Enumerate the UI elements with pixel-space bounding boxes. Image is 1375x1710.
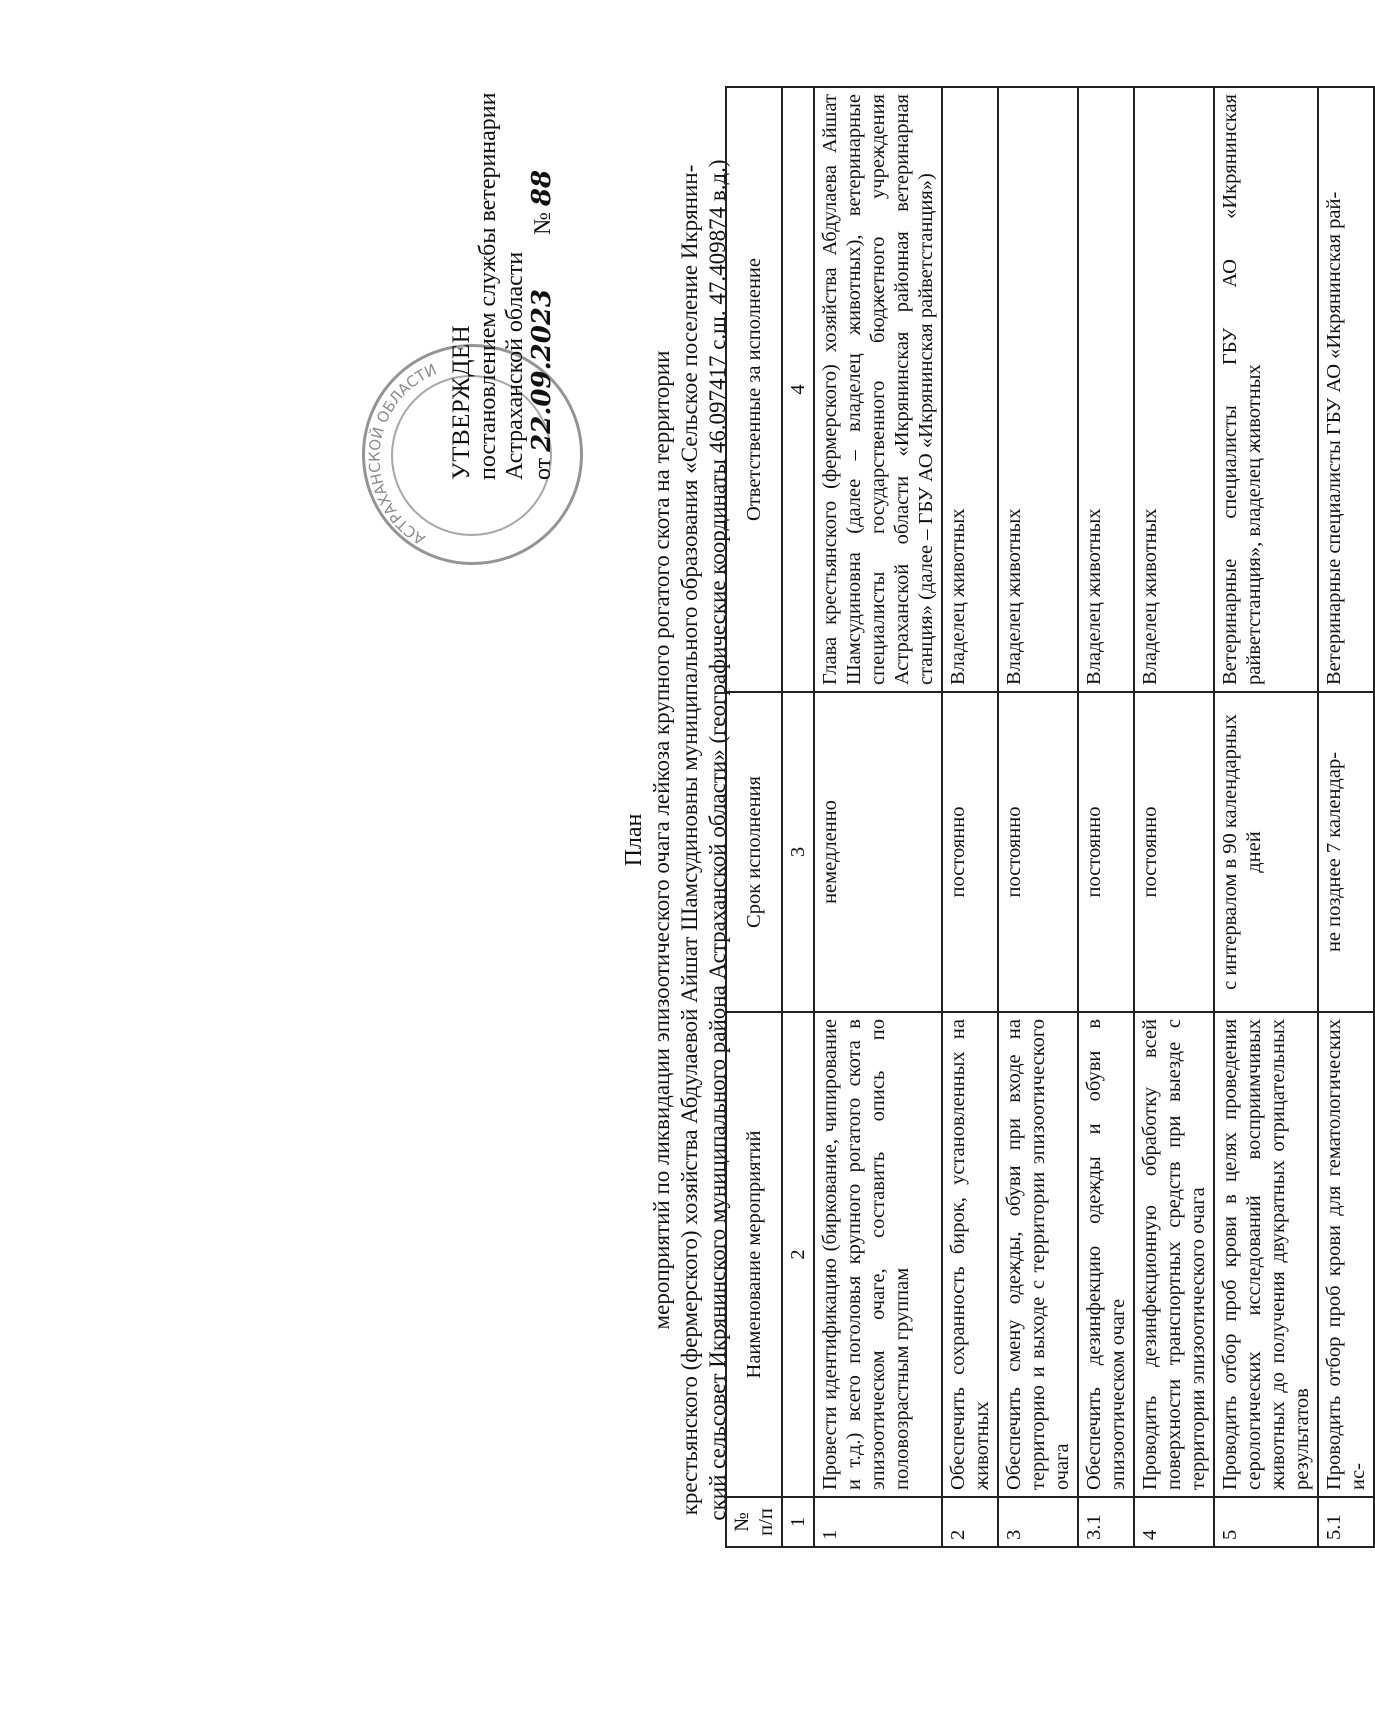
header-num: № п/п — [726, 1497, 782, 1547]
table-row — [814, 87, 942, 1547]
measures-table — [725, 86, 1375, 1548]
approval-date-line — [529, 50, 557, 480]
row-num: 4 — [1134, 1497, 1214, 1547]
row-term: постоянно — [942, 692, 998, 1012]
approval-number: 88 — [527, 169, 557, 207]
approval-line-1: постановлением службы ветеринарии — [475, 92, 501, 480]
document-page — [320, 40, 1369, 1640]
column-number: 2 — [782, 1012, 814, 1497]
column-number: 4 — [782, 87, 814, 692]
row-responsible: Владелец животных — [1134, 87, 1214, 692]
table-row — [942, 87, 998, 1547]
column-number: 3 — [782, 692, 814, 1012]
row-num: 3.1 — [1078, 1497, 1134, 1547]
row-responsible: Ветеринарные специалисты ГБУ АО «Икрянинская райветстанция», владелец животных — [1214, 87, 1318, 692]
row-term: постоянно — [1078, 692, 1134, 1012]
table-row — [1318, 87, 1374, 1547]
row-term: немедленно — [814, 692, 942, 1012]
table-row — [1134, 87, 1214, 1547]
approval-line-2: Астраханской области — [502, 251, 528, 480]
approval-number-label: № — [530, 212, 556, 235]
row-action: Проводить дезинфекционную обработку всей поверхности транспортных средств при выезде с территории эпизоотического очага — [1134, 1012, 1214, 1497]
row-responsible: Владелец животных — [1078, 87, 1134, 692]
row-responsible: Глава крестьянского (фермерского) хозяйства Абдулаева Айшат Шамсудиновна (далее – владелец животных), ветеринарные специалисты государственного бюджетного учреждения Астраханской области «Икрянинская районная ветеринарная станция» (далее – ГБУ АО «Икрянинская райветстанция») — [814, 87, 942, 692]
row-responsible: Владелец животных — [998, 87, 1078, 692]
table-header-row — [726, 87, 782, 1547]
svg-text:АСТРАХАНСКОЙ ОБЛАСТИ: АСТРАХАНСКОЙ ОБЛАСТИ — [365, 360, 440, 549]
row-action: Проводить отбор проб крови для гематологических ис- — [1318, 1012, 1374, 1497]
row-term: не позднее 7 календар- — [1318, 692, 1374, 1012]
row-responsible: Ветеринарные специалисты ГБУ АО «Икрянинская рай- — [1318, 87, 1374, 692]
table-row — [1214, 87, 1318, 1547]
title-plan: План — [621, 813, 647, 867]
row-term: с интервалом в 90 календарных дней — [1214, 692, 1318, 1012]
title-line-3: крестьянского (фермерского) хозяйства Абдулаевой Айшат Шамсудиновны муниципального образования «Сельское поселение Икрянин- — [677, 164, 702, 1516]
header-term: Срок исполнения — [726, 692, 782, 1012]
table-row — [1078, 87, 1134, 1547]
table-row — [998, 87, 1078, 1547]
row-responsible: Владелец животных — [942, 87, 998, 692]
row-num: 1 — [814, 1497, 942, 1547]
approval-heading: УТВЕРЖДЕН — [448, 324, 475, 480]
header-responsible: Ответственные за исполнение — [726, 87, 782, 692]
approval-from-label: от — [530, 457, 556, 480]
title-line-2: мероприятий по ликвидации эпизоотического очага лейкоза крупного рогатого скота на территории — [649, 350, 674, 1330]
row-action: Провести идентификацию (биркование, чипирование и т.д.) всего поголовья крупного рогатого скота в эпизоотическом очаге, составить опись по половозрастным группам — [814, 1012, 942, 1497]
row-action: Обеспечить сохранность бирок, установленных на животных — [942, 1012, 998, 1497]
row-action: Обеспечить смену одежды, обуви при входе на территорию и выходе с территории эпизоотического очага — [998, 1012, 1078, 1497]
column-number: 1 — [782, 1497, 814, 1547]
document-title — [620, 40, 732, 1640]
column-number-row — [782, 87, 814, 1547]
approval-block — [448, 50, 557, 480]
row-num: 5.1 — [1318, 1497, 1374, 1547]
row-num: 3 — [998, 1497, 1078, 1547]
row-term: постоянно — [1134, 692, 1214, 1012]
row-action: Проводить отбор проб крови в целях проведения серологических исследований восприимчивых животных до получения двукратных отрицательных результатов — [1214, 1012, 1318, 1497]
title-line-4: ский сельсовет Икрянинского муниципального района Астраханской области» (географические координаты 46.097417 с.ш. 47.409874 в.д.) — [705, 159, 730, 1521]
row-num: 2 — [942, 1497, 998, 1547]
row-num: 5 — [1214, 1497, 1318, 1547]
header-action: Наименование мероприятий — [726, 1012, 782, 1497]
approval-date: 22.09.2023 — [527, 288, 557, 452]
row-term: постоянно — [998, 692, 1078, 1012]
row-action: Обеспечить дезинфекцию одежды и обуви в эпизоотическом очаге — [1078, 1012, 1134, 1497]
